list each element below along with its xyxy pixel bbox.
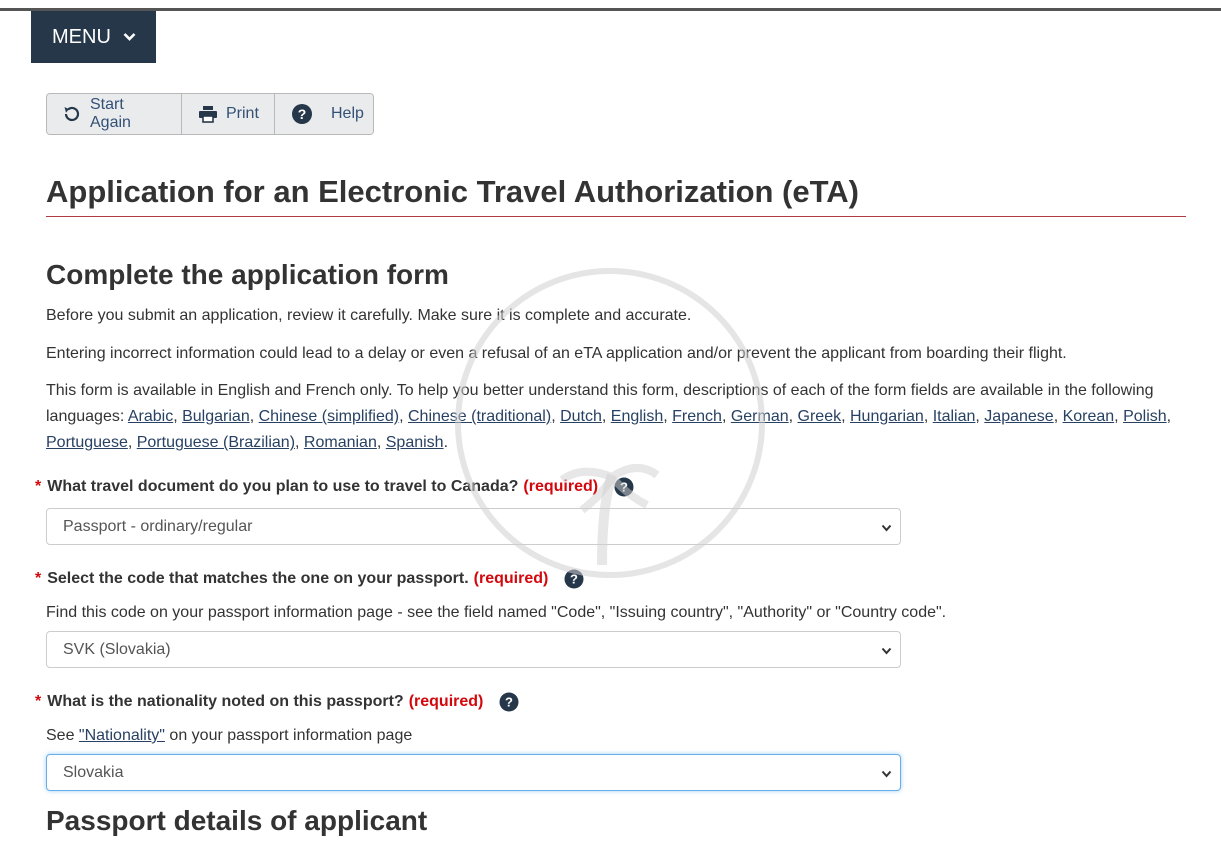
svg-text:?: ? — [620, 479, 629, 495]
printer-icon — [198, 105, 226, 123]
travel-document-value: Passport - ordinary/regular — [63, 517, 253, 535]
passport-code-select[interactable] — [46, 631, 901, 668]
nationality-select[interactable] — [46, 754, 901, 791]
language-link[interactable]: Hungarian — [849, 408, 924, 425]
help-button[interactable] — [275, 94, 373, 134]
travel-document-select[interactable] — [46, 508, 901, 545]
required-asterisk: * — [35, 570, 42, 587]
passport-details-heading: Passport details of applicant — [46, 805, 428, 836]
language-link[interactable]: Polish — [1123, 408, 1167, 425]
intro-paragraph-2: Entering incorrect information could lead to a delay or even a refusal of an eTA application and/or prevent the applicant from boarding their flight. — [46, 345, 1067, 362]
nationality-hint — [46, 725, 412, 747]
language-links: Arabic, Bulgarian, Chinese (simplified), Chinese (traditional), Dutch, English, French, German, Greek, Hungarian, Italian, Japanese, Korean, Polish, Portuguese, Portuguese (Brazilian), Romanian, Spanish. — [46, 408, 1172, 451]
passport-code-hint: Find this code on your passport information page - see the field named "Code", "Issuing country", "Authority" or "Country code". — [46, 604, 947, 621]
question-circle-icon[interactable] — [499, 692, 519, 712]
nationality-value: Slovakia — [63, 763, 124, 781]
question-circle-icon[interactable] — [564, 569, 584, 589]
language-link[interactable]: Chinese (simplified) — [258, 408, 400, 425]
svg-text:?: ? — [570, 571, 579, 587]
start-again-button[interactable] — [47, 94, 182, 134]
language-link[interactable]: Romanian — [303, 434, 377, 451]
passport-code-value: SVK (Slovakia) — [63, 640, 171, 658]
travel-document-question — [35, 476, 634, 498]
required-tag: (required) — [523, 478, 599, 495]
passport-code-label: Select the code that matches the one on your passport. — [47, 570, 469, 587]
chevron-down-icon — [881, 521, 892, 539]
page-title: Application for an Electronic Travel Authorization (eTA) — [46, 174, 1186, 217]
language-link[interactable]: Spanish — [385, 434, 444, 451]
languages-paragraph — [46, 378, 1196, 456]
top-border — [0, 8, 1221, 11]
start-again-label: Start Again — [90, 96, 131, 131]
print-button[interactable] — [182, 94, 275, 134]
svg-text:?: ? — [505, 694, 514, 710]
print-label: Print — [226, 105, 259, 122]
svg-text:?: ? — [297, 106, 307, 122]
language-link[interactable]: Arabic — [127, 408, 174, 425]
language-link[interactable]: Korean — [1062, 408, 1115, 425]
language-link[interactable]: German — [730, 408, 789, 425]
question-circle-icon — [291, 103, 321, 125]
language-link[interactable]: Bulgarian — [182, 408, 250, 425]
language-link[interactable]: Chinese (traditional) — [408, 408, 552, 425]
travel-document-label: What travel document do you plan to use to travel to Canada? — [47, 478, 519, 495]
required-asterisk: * — [35, 693, 42, 710]
refresh-icon — [62, 104, 90, 124]
menu-button[interactable] — [31, 11, 156, 63]
required-tag: (required) — [473, 570, 549, 587]
menu-label: MENU — [52, 25, 111, 48]
required-tag: (required) — [408, 693, 484, 710]
section-heading: Complete the application form — [46, 259, 449, 290]
required-asterisk: * — [35, 478, 42, 495]
nationality-label: What is the nationality noted on this passport? — [47, 693, 404, 710]
passport-code-question — [35, 568, 584, 590]
language-link[interactable]: French — [672, 408, 722, 425]
chevron-down-icon — [881, 644, 892, 662]
nationality-link[interactable]: "Nationality" — [78, 727, 165, 744]
language-link[interactable]: English — [610, 408, 664, 425]
language-link[interactable]: Italian — [932, 408, 976, 425]
nationality-question — [35, 691, 519, 713]
languages-intro: This form is available in English and French only. To help you better understand this form, descriptions of each of the form fields are available in the following languages: — [46, 382, 1154, 425]
toolbar — [46, 93, 374, 135]
language-link[interactable]: Dutch — [560, 408, 602, 425]
nationality-hint-prefix: See — [46, 727, 79, 744]
question-circle-icon[interactable] — [614, 477, 634, 497]
nationality-hint-suffix: on your passport information page — [164, 727, 413, 744]
chevron-down-icon — [881, 767, 892, 785]
intro-paragraph-1: Before you submit an application, review it carefully. Make sure it is complete and accurate. — [46, 307, 692, 324]
language-link[interactable]: Greek — [797, 408, 842, 425]
language-link[interactable]: Japanese — [984, 408, 1054, 425]
language-link[interactable]: Portuguese — [46, 434, 128, 451]
language-link[interactable]: Portuguese (Brazilian) — [136, 434, 296, 451]
chevron-down-icon — [123, 32, 136, 42]
help-label: Help — [331, 105, 364, 122]
